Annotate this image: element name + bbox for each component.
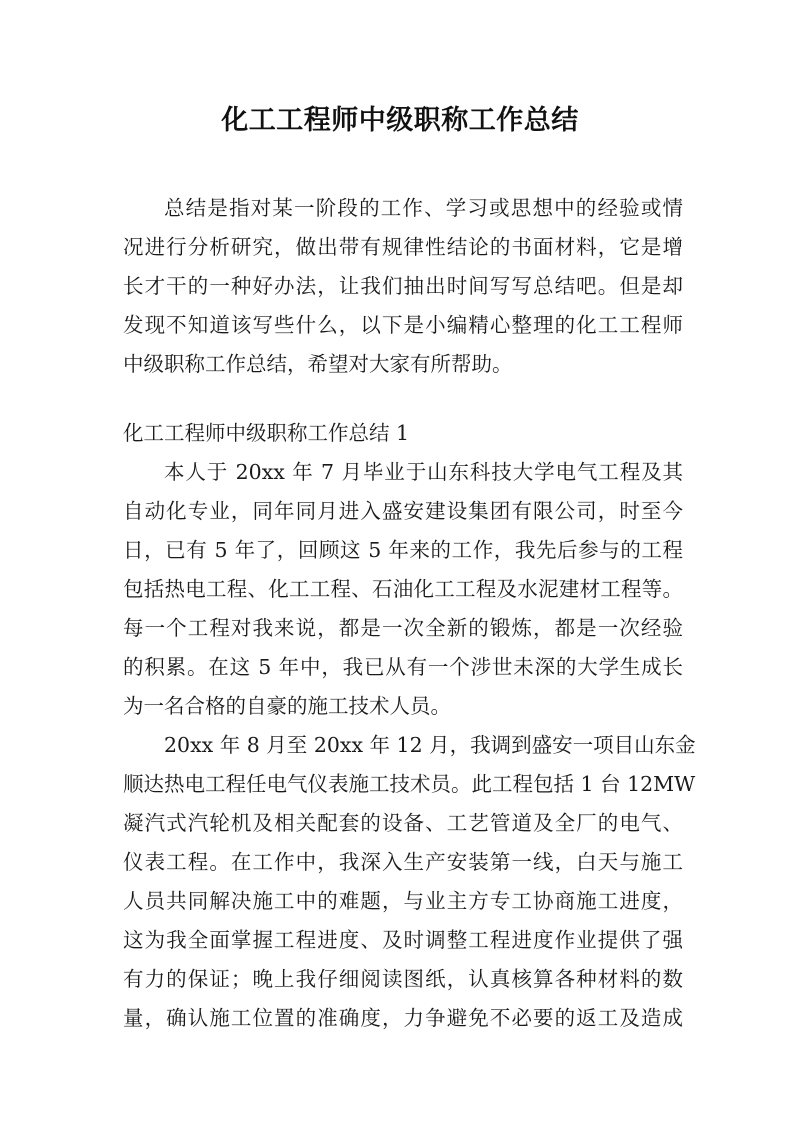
body-line: 顺达热电工程任电气仪表施工技术员。此工程包括 1 台 12MW bbox=[123, 772, 696, 796]
document-title: 化工工程师中级职称工作总结 bbox=[221, 105, 579, 136]
section-heading: 化工工程师中级职称工作总结 1 bbox=[123, 421, 410, 445]
body-line: 日，已有 5 年了，回顾这 5 年来的工作，我先后参与的工程 bbox=[123, 538, 683, 562]
body-line: 仪表工程。在工作中，我深入生产安装第一线，白天与施工 bbox=[123, 850, 683, 874]
body-line: 自动化专业，同年同月进入盛安建设集团有限公司，时至今 bbox=[123, 499, 683, 523]
body-line: 人员共同解决施工中的难题，与业主方专工协商施工进度， bbox=[123, 889, 683, 913]
body-line: 20xx 年 8 月至 20xx 年 12 月，我调到盛安一项目山东金 bbox=[164, 733, 696, 757]
intro-line: 发现不知道该写些什么，以下是小编精心整理的化工工程师 bbox=[123, 313, 683, 337]
body-line: 为一名合格的自豪的施工技术人员。 bbox=[123, 694, 451, 718]
body-line: 每一个工程对我来说，都是一次全新的锻炼，都是一次经验 bbox=[123, 616, 683, 640]
body-line: 包括热电工程、化工工程、石油化工工程及水泥建材工程等。 bbox=[123, 577, 683, 601]
intro-line: 况进行分析研究，做出带有规律性结论的书面材料，它是增 bbox=[123, 235, 683, 259]
body-line: 本人于 20xx 年 7 月毕业于山东科技大学电气工程及其 bbox=[164, 460, 683, 484]
intro-line: 长才干的一种好办法，让我们抽出时间写写总结吧。但是却 bbox=[123, 274, 683, 298]
body-line: 的积累。在这 5 年中，我已从有一个涉世未深的大学生成长 bbox=[123, 655, 683, 679]
body-line: 量，确认施工位置的准确度，力争避免不必要的返工及造成 bbox=[123, 1006, 683, 1030]
intro-line: 中级职称工作总结，希望对大家有所帮助。 bbox=[123, 352, 513, 376]
body-line: 这为我全面掌握工程进度、及时调整工程进度作业提供了强 bbox=[123, 928, 683, 952]
body-line: 凝汽式汽轮机及相关配套的设备、工艺管道及全厂的电气、 bbox=[123, 811, 683, 835]
body-line: 有力的保证；晚上我仔细阅读图纸，认真核算各种材料的数 bbox=[123, 967, 683, 991]
intro-line: 总结是指对某一阶段的工作、学习或思想中的经验或情 bbox=[164, 196, 683, 220]
